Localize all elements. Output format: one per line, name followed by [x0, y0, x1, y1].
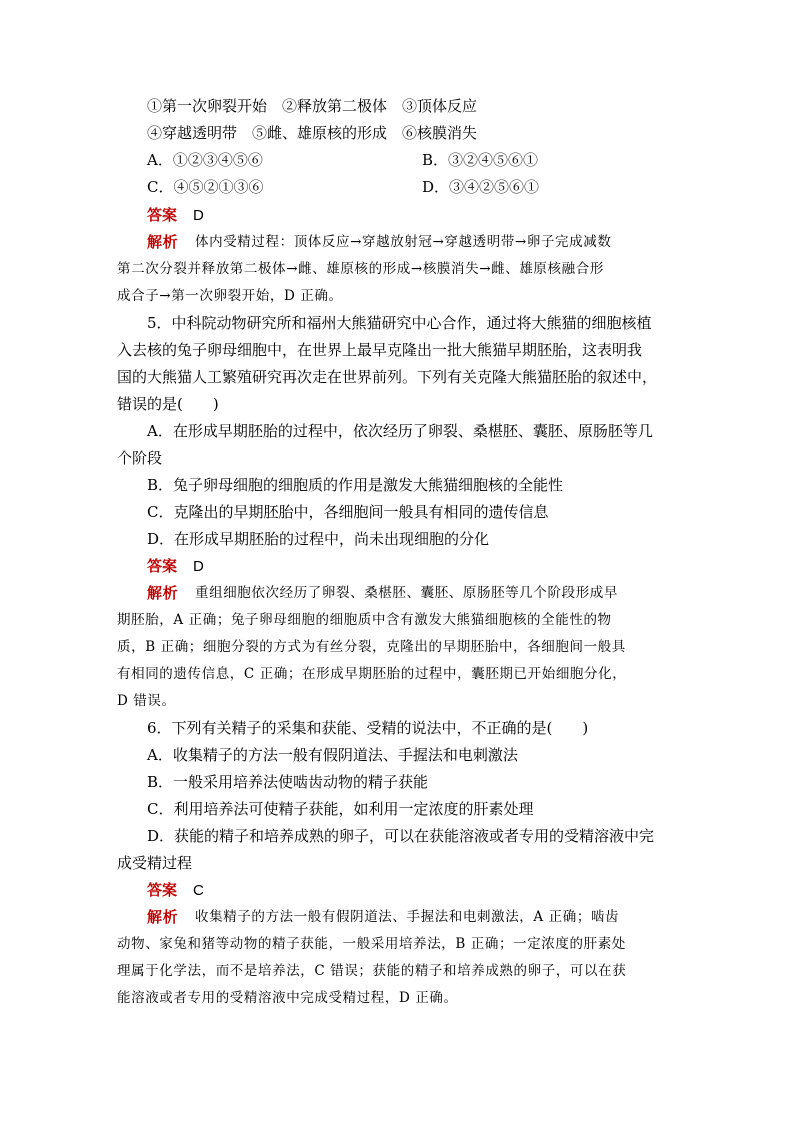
- explanation-label: 解析: [147, 908, 179, 926]
- answer-value: C: [193, 882, 204, 899]
- q4-option-a: A．①②③④⑤⑥: [147, 151, 263, 169]
- answer-value: D: [193, 207, 204, 224]
- answer-value: D: [193, 558, 204, 575]
- document-page: ①第一次卵裂开始 ②释放第二极体 ③顶体反应 ④穿越透明带 ⑤雌、雄原核的形成 ⑥核膜消失 A．①②③④⑤⑥ B．③②④⑤⑥① C．④⑤②①③⑥ D．③④②⑤⑥① 答案 D 解析 体内受精过程：顶体反应→穿越放射冠→穿越透明带→卵子完成减数 第二次分裂并释放第二极体→雌、雄原核的形成→核膜消失→雌、雄原核融合形 成合子→第一次卵裂开始，D 正确。 5．中科院动物研究所和福州大熊猫研究中心合作，通过将大熊猫的细胞核植 入去核的兔子卵母细胞中，在世界上最早克隆出一批大熊猫早期胚胎，这表明我 国的大熊猫人工繁殖研究再次走在世界前列。下列有关克隆大熊猫胚胎的叙述中， 错误的是( ) A．在形成早期胚胎的过程中，依次经历了卵裂、桑椹胚、囊胚、原肠胚等几 个阶段 B．兔子卵母细胞的细胞质的作用是激发大熊猫细胞核的全能性 C．克隆出的早期胚胎中，各细胞间一般具有相同的遗传信息 D．在形成早期胚胎的过程中，尚未出现细胞的分化 答案 D 解析 重组细胞依次经历了卵裂、桑椹胚、囊胚、原肠胚等几个阶段形成早 期胚胎，A 正确；兔子卵母细胞的细胞质中含有激发大熊猫细胞核的全能性的物 质，B 正确；细胞分裂的方式为有丝分裂，克隆出的早期胚胎中，各细胞间一般具 有相同的遗传信息，C 正确；在形成早期胚胎的过程中，囊胚期已开始细胞分化， D 错误。 6．下列有关精子的采集和获能、受精的说法中，不正确的是( ) A．收集精子的方法一般有假阴道法、手握法和电刺激法 B．一般采用培养法使啮齿动物的精子获能 C．利用培养法可使精子获能，如利用一定浓度的肝素处理 D．获能的精子和培养成熟的卵子，可以在获能溶液或者专用的受精溶液中完 成受精过程 答案 C 解析 收集精子的方法一般有假阴道法、手握法和电刺激法，A 正确；啮齿 动物、家兔和猪等动物的精子获能，一般采用培养法，B 正确；一定浓度的肝素处 理属于化学法，而不是培养法，C 错误；获能的精子和培养成熟的卵子，可以在获 能溶液或者专用的受精溶液中完成受精过程，D 正确。: [117, 97, 658, 1006]
- answer-label: 答案: [147, 206, 178, 224]
- q4-option-c: C．④⑤②①③⑥: [147, 178, 264, 196]
- answer-label: 答案: [147, 881, 178, 899]
- q4-option-d: D．③④②⑤⑥①: [422, 178, 540, 196]
- q4-option-b: B．③②④⑤⑥①: [422, 151, 539, 169]
- answer-label: 答案: [147, 557, 178, 575]
- explanation-label: 解析: [147, 233, 179, 251]
- explanation-label: 解析: [147, 584, 179, 602]
